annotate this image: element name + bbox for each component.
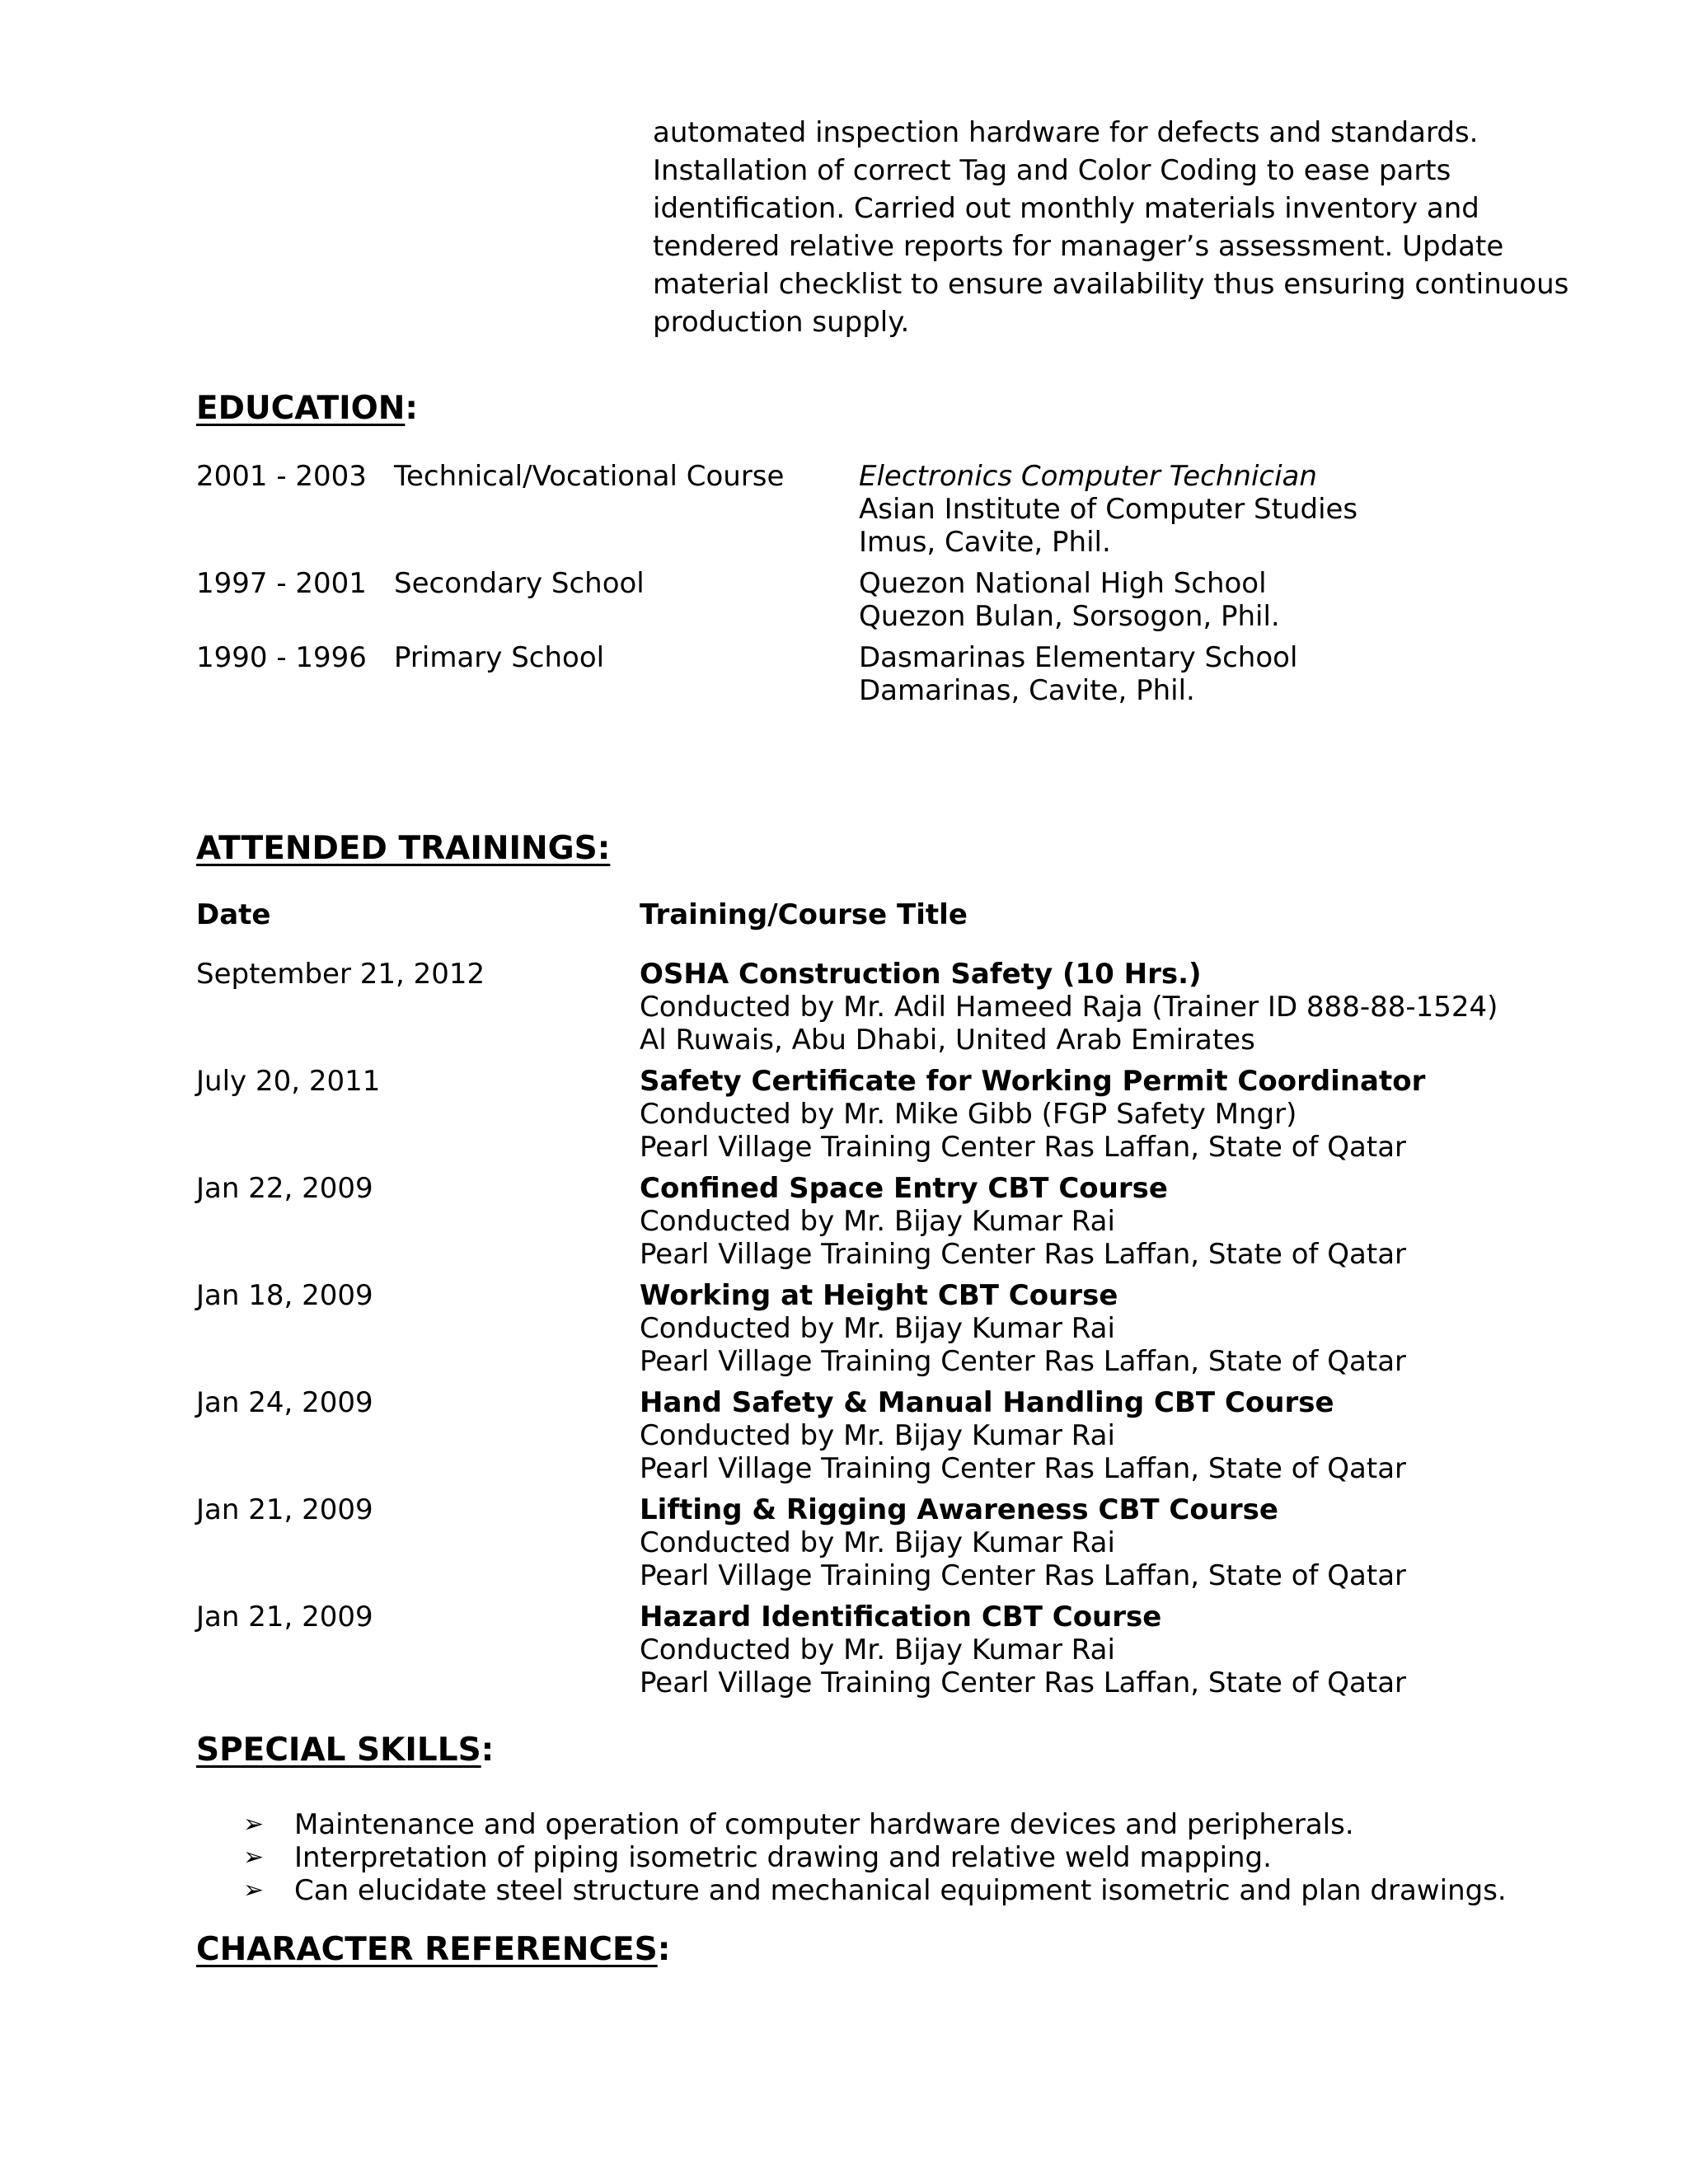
education-years: 1997 - 2001 (196, 567, 367, 600)
trainings-heading: ATTENDED TRAININGS: (196, 830, 611, 867)
education-location: Damarinas, Cavite, Phil. (859, 674, 1195, 707)
training-info (640, 1279, 1406, 1378)
training-venue: Pearl Village Training Center Ras Laffan, State of Qatar (640, 1559, 1407, 1592)
description-line: tendered relative reports for manager’s assessment. Update (653, 230, 1504, 263)
training-title: Lifting & Rigging Awareness CBT Course (640, 1493, 1278, 1526)
education-level: Technical/Vocational Course (394, 460, 785, 493)
list-item (243, 1874, 1507, 1907)
training-title: Hazard Identification CBT Course (640, 1601, 1162, 1633)
description-line: identification. Carried out monthly materials inventory and (653, 192, 1479, 225)
training-date: September 21, 2012 (196, 958, 485, 991)
training-title: OSHA Construction Safety (10 Hrs.) (640, 958, 1202, 991)
training-conductor: Conducted by Mr. Bijay Kumar Rai (640, 1419, 1115, 1452)
list-item (243, 1841, 1507, 1874)
education-school: Quezon National High School (859, 567, 1267, 600)
arrow-bullet-icon: ➢ (243, 1876, 265, 1905)
training-date: Jan 22, 2009 (196, 1172, 373, 1205)
training-info (640, 958, 1498, 1057)
training-venue: Pearl Village Training Center Ras Laffan, State of Qatar (640, 1345, 1407, 1378)
description-line: Installation of correct Tag and Color Coding to ease parts (653, 154, 1451, 187)
training-conductor: Conducted by Mr. Bijay Kumar Rai (640, 1205, 1115, 1238)
training-conductor: Conducted by Mr. Adil Hameed Raja (Trainer ID 888-88-1524) (640, 991, 1498, 1024)
education-years: 2001 - 2003 (196, 460, 367, 493)
training-conductor: Conducted by Mr. Bijay Kumar Rai (640, 1633, 1115, 1666)
training-venue: Pearl Village Training Center Ras Laffan, State of Qatar (640, 1238, 1407, 1271)
training-title: Confined Space Entry CBT Course (640, 1172, 1168, 1205)
training-venue: Al Ruwais, Abu Dhabi, United Arab Emirates (640, 1024, 1255, 1057)
trainings-date-column-header: Date (196, 898, 271, 931)
training-conductor: Conducted by Mr. Mike Gibb (FGP Safety Mngr) (640, 1098, 1297, 1131)
training-info (640, 1386, 1406, 1485)
education-level: Primary School (394, 641, 605, 674)
training-title: Working at Height CBT Course (640, 1279, 1118, 1312)
education-course: Electronics Computer Technician (859, 460, 1317, 493)
description-line: production supply. (653, 306, 910, 339)
education-level: Secondary School (394, 567, 645, 600)
training-conductor: Conducted by Mr. Bijay Kumar Rai (640, 1526, 1115, 1559)
training-venue: Pearl Village Training Center Ras Laffan, State of Qatar (640, 1131, 1407, 1164)
training-info (640, 1493, 1406, 1592)
training-date: July 20, 2011 (196, 1065, 381, 1098)
education-school: Dasmarinas Elementary School (859, 641, 1298, 674)
arrow-bullet-icon: ➢ (243, 1810, 265, 1839)
description-line: automated inspection hardware for defects and standards. (653, 116, 1479, 149)
training-date: Jan 21, 2009 (196, 1601, 373, 1633)
skill-text: Interpretation of piping isometric drawing and relative weld mapping. (294, 1841, 1272, 1874)
education-heading: EDUCATION: (196, 390, 418, 427)
training-venue: Pearl Village Training Center Ras Laffan, State of Qatar (640, 1666, 1407, 1699)
arrow-bullet-icon: ➢ (243, 1843, 265, 1872)
skill-text: Can elucidate steel structure and mechanical equipment isometric and plan drawings. (294, 1874, 1507, 1907)
skill-text: Maintenance and operation of computer hardware devices and peripherals. (294, 1808, 1354, 1841)
training-date: Jan 18, 2009 (196, 1279, 373, 1312)
training-info (640, 1172, 1406, 1271)
training-venue: Pearl Village Training Center Ras Laffan, State of Qatar (640, 1452, 1407, 1485)
references-heading: CHARACTER REFERENCES: (196, 1931, 671, 1968)
education-school: Asian Institute of Computer Studies (859, 493, 1358, 526)
training-info (640, 1601, 1406, 1699)
training-title: Safety Certificate for Working Permit Coordinator (640, 1065, 1426, 1098)
experience-description (653, 114, 1584, 341)
skills-list (243, 1808, 1507, 1907)
education-location: Quezon Bulan, Sorsogon, Phil. (859, 600, 1280, 633)
education-detail (859, 460, 1357, 559)
education-years: 1990 - 1996 (196, 641, 367, 674)
training-info (640, 1065, 1425, 1164)
education-location: Imus, Cavite, Phil. (859, 526, 1111, 559)
education-detail (859, 567, 1280, 633)
description-line: material checklist to ensure availability thus ensuring continuous (653, 268, 1569, 301)
training-date: Jan 21, 2009 (196, 1493, 373, 1526)
trainings-title-column-header: Training/Course Title (640, 898, 968, 931)
training-conductor: Conducted by Mr. Bijay Kumar Rai (640, 1312, 1115, 1345)
skills-heading: SPECIAL SKILLS: (196, 1732, 495, 1769)
training-date: Jan 24, 2009 (196, 1386, 373, 1419)
list-item (243, 1808, 1507, 1841)
training-title: Hand Safety & Manual Handling CBT Course (640, 1386, 1334, 1419)
education-detail (859, 641, 1297, 707)
